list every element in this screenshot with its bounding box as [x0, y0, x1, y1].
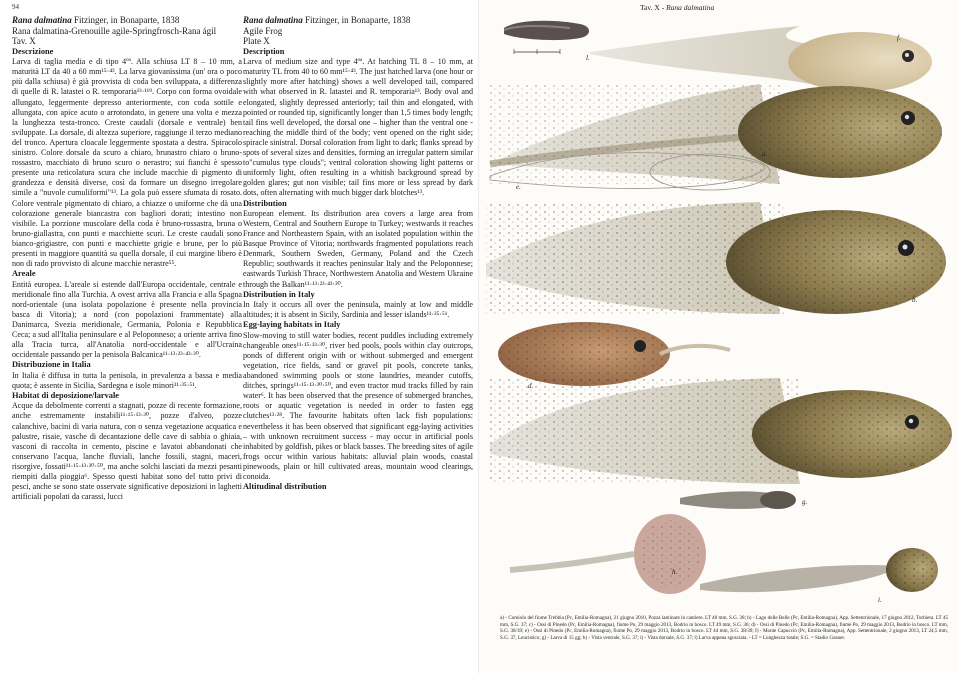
section-heading: Altitudinal distribution — [243, 482, 327, 492]
tadpole-i-dorsal — [700, 548, 938, 592]
tadpole-b — [486, 202, 946, 314]
species-authority: Fitzinger, in Bonaparte, 1838 — [71, 15, 180, 25]
page-number: 94 — [12, 3, 19, 11]
tadpole-a — [490, 84, 942, 184]
section-text: Larva of medium size and type 4ºª. At hatching TL 8 – 10 mm, at maturity TL from 40 to 60 mm¹⁵·⁴³. The just hatched larva (one hour or slightly more after hatching) shows a well developed tail, compared with what observed in R. latastei and R. temporaria¹³. Body oval and elongated, slightly depressed anteriorly; tail thin and elongated, with pointed or rounded tip, significantly longer than 1,5 times body length; tail fins well developed, the dorsal one – higher than the ventral one - reaching the middle third of the body; vent opened on the right side; spiracle sinistral. Dorsal coloration from light to dark; flanks spread by spots of several sizes and densities, forming an irregular pattern similar to"cumulus type clouds"; ventral coloration showing light patterns or uniformly light, often resulting in a whitish background spread by golden glares; gut non visible; tail fins more or less spread by dark dots, often alternating with much bigger dark blotches¹³. — [243, 57, 473, 198]
label-h: h. — [672, 568, 678, 576]
section-text: Slow-moving to still water bodies, recent puddles including extremely changeable ones¹¹·¹⁵·¹³·³⁰, river bed pools, pools within clay outcrops, ponds of different origin with or without submerged and emergent vegetation, rice fields, sand or gravel pit pools, concrete tanks, abandoned swimming pools or stone laundries, meander cutoffs, ditches, springs¹¹·¹⁵·¹³·³⁰·⁵⁰, and even tractor mud tracks filled by rain water⁶. It has been observed that the presence of submerged branches, roots or aquatic vegetation is needed in order to fasten egg clutches¹³·²⁸. The favourite habitats often lack fish populations: nevertheless it has been observed that significant egg-laying activities – with unknown recruitment success - may occur in artificial pools inhabited by goldfish, pikes or black basses. The breeding sites of agile frogs occur within various habitats: alluvial plain woods, coastal pinewoods, plain or hill cultivated areas, mountain wood clearings, conoida. — [243, 330, 473, 481]
plate-title-species: Rana dalmatina — [666, 3, 715, 12]
tadpole-c — [490, 378, 952, 484]
common-names: Rana dalmatina-Grenouille agile-Springfrosch-Rana ágil — [12, 25, 217, 36]
label-e: e. — [516, 183, 521, 191]
section-text: In Italia è diffusa in tutta la penisola, in prevalenza a bassa e media quota; è assente in Sicilia, Sardegna e isole minori¹¹·³⁵·⁵¹. — [12, 370, 242, 390]
section-heading: Description — [243, 46, 285, 56]
plate-reference: Plate X — [243, 36, 270, 47]
section-text: Larva di taglia media e di tipo 4ºª. Alla schiusa LT 8 – 10 mm, a maturità LT da 40 a 60 mm¹⁵·⁴³. La larva giovanissima (un' ora o poco più dalla schiusa) è già provvista di coda ben sviluppata, a differenza di quelle di R. latastei o R. temporaria¹³·¹¹⁹. Corpo con forma ovoidale allungato, leggermente depresso anteriormente, con coda sottile e allungata, con apice acuto o arrotondato, in genere una volta e mezza la lunghezza testa-tronco. Creste caudali (dorsale e ventrale) ben sviluppate. La dorsale, di altezza superiore, raggiunge il terzo mediano del tronco. Apertura cloacale leggermente spostata a destra. Spiracolo sinistro. Colore dorsale da scuro a chiaro, brunastro chiaro o bruno-rossastro, macchiato di bruno scuro o nerastro; sui fianchi è spesso presente una reticolatura scura che include macchie di pigmento di grandezza e densità diverse, così da formare un disegno irregolare simile a "nuvole cumuliformi"¹³. La gola può essere sfumata di rosato. Colore ventrale pigmentato di chiaro, a chiazze o uniforme che dà una colorazione generale biancastra con bagliori dorati; intestino non visibile. La porzione muscolare della coda è bruno-rossastra, bruna o bruno-giallastra, con punti e macchiette scuri. Le creste caudali sono bianco-grigiastre, con punti e macchiette grigie e brune, per lo più presenti in maggiore quantità su quella dorsale, il cui margine libero è non di rado provvisto di alcune macchie nerastre⁵⁵. — [12, 57, 242, 269]
tadpole-f-leucistic — [590, 26, 932, 92]
tadpole-h-ventral — [510, 514, 706, 594]
plate-caption: a) - Comiolo del fiume Trebbia (Pc, Emilia-Romagna), 21 giugno 2010, Pozza laminare in cantiere. LT 48 mm, S.G. 38; b) - Lago delle Belle (Pc, Emilia-Romagna), App. Settentrionale, 17 giugno 2012, Torbiera. LT 45 mm, S.G. 37; c) - Ossi di Pinedo (Pc, Emilia-Romagna), fiume Po, 29 maggio 2013, Bodrio in bosco. LT 49 mm, S.G. 36; d) - Ossi di Pinedo (Pc, Emilia-Romagna), fiume Po, 29 maggio 2013, Bodrio in bosco. LT mm, S.G. 38/39; e) - Ossi di Pinedo (Pc, Emilia-Romagna), fiume Po, 29 maggio 2013, Bodrio in bosco. LT 44 mm, S.G. 38/39; f) - Monte Capuccio (Pc, Emilia-Romagna), App. Settentrionale, 2 giugno 2013, LT 24,5 mm, S.G. 37, Leucistico; g) - Larva di 15 gg; h) - Vista ventrale, S.G. 37; i) - Vista dorsale, S.G. 37; l) Larva appena sgusciata. - LT = Lunghezza totale; S.G. = Stadio Gosner. — [500, 615, 948, 641]
tadpole-l-hatchling — [504, 21, 589, 54]
section-heading: Areale — [12, 269, 36, 279]
section-heading: Egg-laying habitats in Italy — [243, 320, 341, 330]
label-f: f. — [897, 34, 901, 42]
species-name: Rana dalmatina — [243, 15, 303, 25]
section-text: Entità europea. L'areale si estende dall'Europa occidentale, centrale e meridionale fino alla Turchia. A ovest arriva alla Francia e alla Spagna nord-orientale (una isolata popolazione è presente nella provincia basca di Vitoria); a nord (con popolazioni frammentate) alla Danimarca, Svezia meridionale, Germania, Polonia e Repubblica Ceca; a sud all'Italia peninsulare e al Peloponneso; a oriente arriva fino alla Tracia turca, all'Anatolia nord-occidentale e all'Ucraina occidentale passando per la penisola Balcanica¹¹·¹³·²³·⁴³·³⁰. — [12, 279, 242, 360]
species-authority: Fitzinger, in Bonaparte, 1838 — [302, 15, 411, 25]
italian-column — [12, 15, 242, 502]
section-text: In Italy it occurs all over the peninsula, mainly at low and middle altitudes; it is absent in Sicily, Sardinia and lesser islands¹¹·³⁵·⁵¹. — [243, 300, 473, 320]
tadpole-plate-illustration — [480, 14, 957, 614]
label-c: c. — [910, 460, 915, 468]
label-l: l. — [586, 54, 590, 62]
plate-title-prefix: Tav. X - — [640, 3, 667, 12]
species-header-en — [243, 15, 473, 26]
tadpole-g-young — [680, 491, 796, 509]
label-b: b. — [912, 296, 918, 304]
species-header-it — [12, 15, 242, 26]
plate-reference: Tav. X — [12, 36, 36, 47]
label-i: i. — [878, 596, 882, 604]
label-d: d. — [528, 382, 534, 390]
section-heading: Distribution in Italy — [243, 289, 315, 299]
section-text: Acque da debolmente correnti a stagnati, pozze di recente formazione, anche estremamente instabili¹¹·¹⁵·¹³·³⁰, pozze d'alveo, pozze calanchive, bacini di varia natura, con o senza vegetazione acquatica e palustre, risaie, vasche di decantazione delle cave di sabbia o ghiaia, vasconi di raccolta in cemento, piscine e lavatoi abbandonati che conservano l'acqua, lanche fluviali, lanche fossili, stagni, maceri, risorgive, fossati¹¹·¹⁵·¹³·³⁰·⁵⁰, ma anche solchi lasciati da mezzi pesanti riempiti dalla pioggia⁶. Spesso questi habitat sono del tutto privi di pesci, anche se sono state osservate significative deposizioni in laghetti artificiali popolati da carassi, lucci — [12, 401, 242, 502]
section-heading: Distribuzione in Italia — [12, 360, 91, 370]
species-name: Rana dalmatina — [12, 15, 72, 25]
label-a: a. — [762, 150, 768, 158]
common-name-en: Agile Frog — [243, 25, 283, 36]
label-g: g. — [802, 498, 808, 506]
plate-title — [640, 3, 714, 12]
section-heading: Descrizione — [12, 46, 54, 56]
section-heading: Distribution — [243, 198, 287, 208]
section-heading: Habitat di deposizione/larvale — [12, 390, 120, 400]
english-column — [243, 15, 473, 492]
section-text: European element. Its distribution area covers a large area from Western, Central and Southern Europe to Turkey; westwards it reaches France and Northeastern Spain, with an isolated population within the Basque Province of Vitoria; northwards fragmented populations reach Denmark, Southern Sweden, Germany, Poland and the Czech Republic; southwards it reaches peninsular Italy and the Peloponnese; eastwards Turkish Thrace, Northwestern Anatolia and Western Ukraine through the Balkan¹¹·¹³·²³·⁴³·³⁰. — [243, 208, 473, 289]
tadpole-d — [498, 322, 730, 386]
